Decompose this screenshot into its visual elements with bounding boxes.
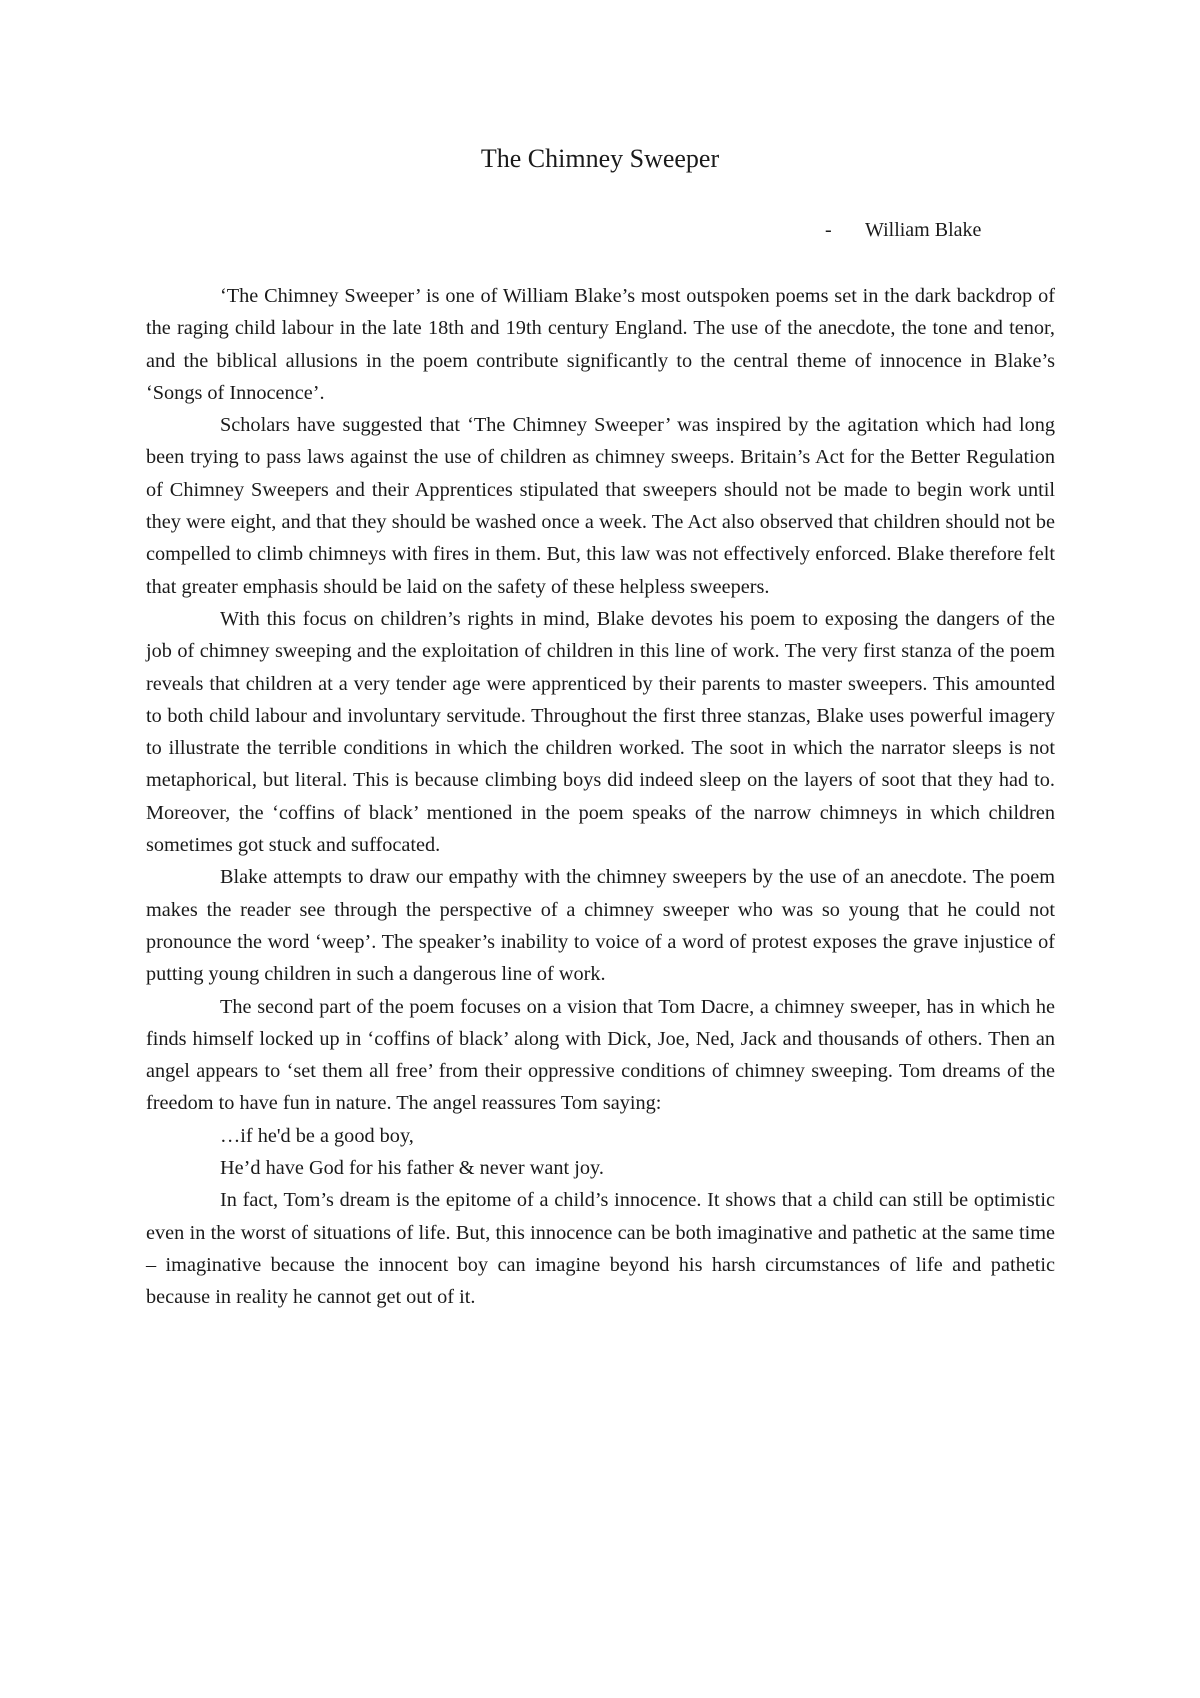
author-dash: - (825, 219, 832, 241)
author-name: William Blake (865, 219, 982, 241)
paragraph-childrens-rights: With this focus on children’s rights in mind, Blake devotes his poem to exposing the dangers of the job of chimney sweeping and the exploitation of children in this line of work. The very first stanza of the poem reveals that children at a very tender age were apprenticed by their parents to master sweepers. This amounted to both child labour and involuntary servitude. Throughout the first three stanzas, Blake uses powerful imagery to illustrate the terrible conditions in which the children worked. The soot in which the narrator sleeps is not metaphorical, but literal. This is because climbing boys did indeed sleep on the layers of soot that they had to. Moreover, the ‘coffins of black’ mentioned in the poem speaks of the narrow chimneys in which children sometimes got stuck and suffocated. (146, 607, 1055, 857)
paragraph-historical-context: Scholars have suggested that ‘The Chimney Sweeper’ was inspired by the agitation which had long been trying to pass laws against the use of children as chimney sweeps. Britain’s Act for the Better Regulation of Chimney Sweepers and their Apprentices stipulated that sweepers should not be made to begin work until they were eight, and that they should be washed once a week. The Act also observed that children should not be compelled to climb chimneys with fires in them. But, this law was not effectively enforced. Blake therefore felt that greater emphasis should be laid on the safety of these helpless sweepers. (146, 414, 1055, 598)
document-title: The Chimney Sweeper (480, 144, 720, 173)
paragraph-intro: ‘The Chimney Sweeper’ is one of William Blake’s most outspoken poems set in the dark backdrop of the raging child labour in the late 18th and 19th century England. The use of the anecdote, the tone and tenor, and the biblical allusions in the poem contribute significantly to the central theme of innocence in Blake’s ‘Songs of Innocence’. (146, 285, 1055, 404)
essay-body (146, 280, 1055, 1314)
quote-line: …if he'd be a good boy, (220, 1124, 414, 1147)
quote-line: He’d have God for his father & never want joy. (220, 1157, 604, 1180)
paragraph-vision: The second part of the poem focuses on a vision that Tom Dacre, a chimney sweeper, has in which he finds himself locked up in ‘coffins of black’ along with Dick, Joe, Ned, Jack and thousands of others. Then an angel appears to ‘set them all free’ from their oppressive conditions of chimney sweeping. Tom dreams of the freedom to have fun in nature. The angel reassures Tom saying: (146, 995, 1055, 1115)
paragraph-anecdote: Blake attempts to draw our empathy with the chimney sweepers by the use of an anecdote. The poem makes the reader see through the perspective of a chimney sweeper who was so young that he could not pronounce the word ‘weep’. The speaker’s inability to voice of a word of protest exposes the grave injustice of putting young children in such a dangerous line of work. (146, 866, 1055, 986)
author-line (825, 217, 981, 243)
paragraph-closing: In fact, Tom’s dream is the epitome of a child’s innocence. It shows that a child can still be optimistic even in the worst of situations of life. But, this innocence can be both imaginative and pathetic at the same time – imaginative because the innocent boy can imagine beyond his harsh circumstances of life and pathetic because in reality he cannot get out of it. (146, 1189, 1055, 1309)
